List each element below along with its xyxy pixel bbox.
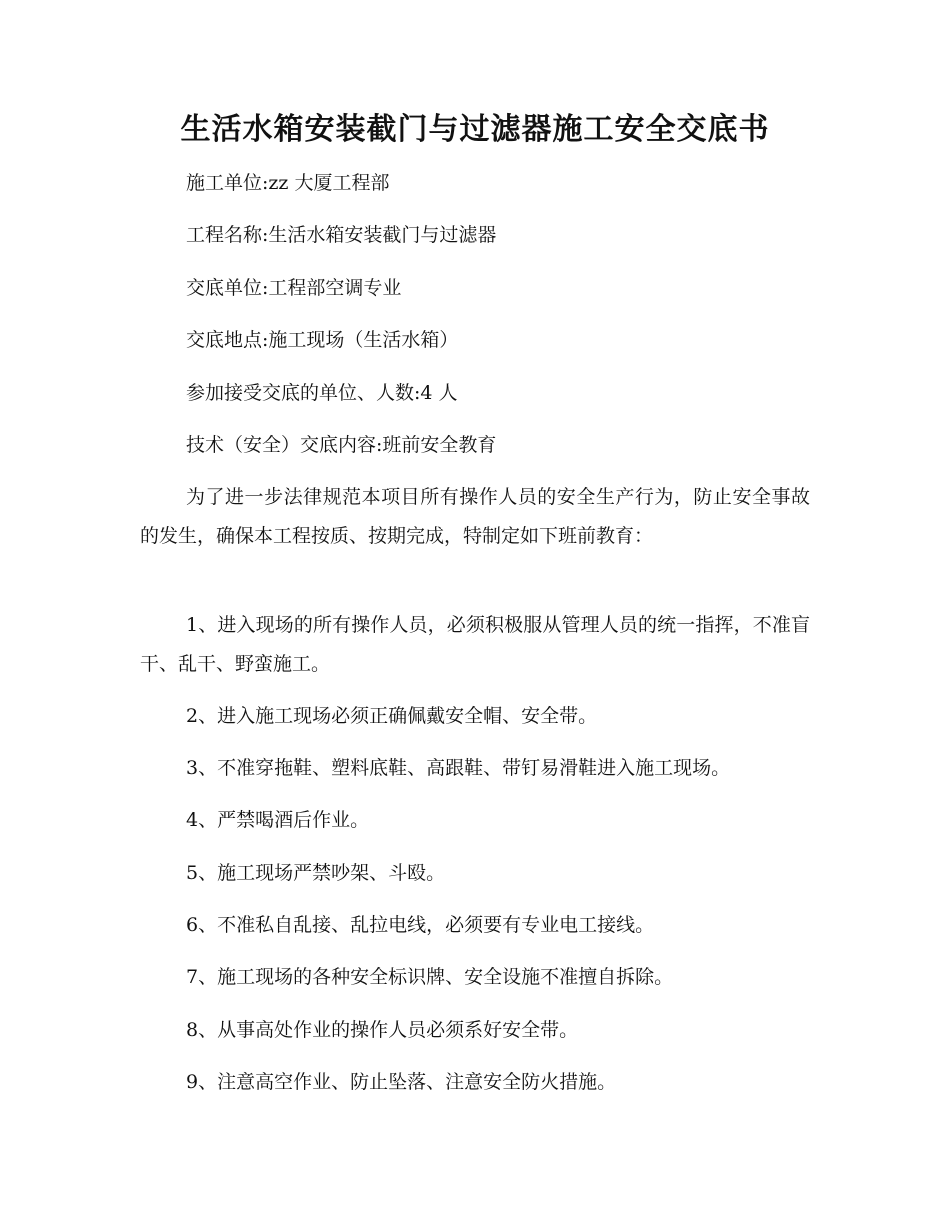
document-title: 生活水箱安装截门与过滤器施工安全交底书	[180, 112, 770, 147]
list-item: 2、进入施工现场必须正确佩戴安全帽、安全带。	[186, 705, 598, 727]
list-item: 7、施工现场的各种安全标识牌、安全设施不准擅自拆除。	[186, 966, 674, 988]
field-briefing-content: 技术（安全）交底内容:班前安全教育	[186, 434, 497, 456]
list-item: 6、不准私自乱接、乱拉电线，必须要有专业电工接线。	[186, 914, 655, 936]
list-item: 9、注意高空作业、防止坠落、注意安全防火措施。	[186, 1071, 617, 1093]
field-participants: 参加接受交底的单位、人数:4 人	[186, 382, 458, 404]
list-item: 1、进入现场的所有操作人员，必须积极服从管理人员的统一指挥，不准盲干、乱干、野蛮施工。	[140, 614, 810, 675]
list-item: 3、不准穿拖鞋、塑料底鞋、高跟鞋、带钉易滑鞋进入施工现场。	[186, 757, 731, 779]
field-project-name: 工程名称:生活水箱安装截门与过滤器	[186, 224, 497, 246]
list-item: 5、施工现场严禁吵架、斗殴。	[186, 862, 446, 884]
intro-paragraph: 为了进一步法律规范本项目所有操作人员的安全生产行为，防止安全事故的发生，确保本工程按质、按期完成，特制定如下班前教育：	[140, 486, 810, 547]
list-item: 8、从事高处作业的操作人员必须系好安全带。	[186, 1019, 579, 1041]
list-item: 4、严禁喝酒后作业。	[186, 809, 370, 831]
field-briefing-location: 交底地点:施工现场（生活水箱）	[186, 329, 459, 351]
field-briefing-unit: 交底单位:工程部空调专业	[186, 277, 402, 299]
field-construction-unit: 施工单位:zz 大厦工程部	[186, 172, 390, 194]
